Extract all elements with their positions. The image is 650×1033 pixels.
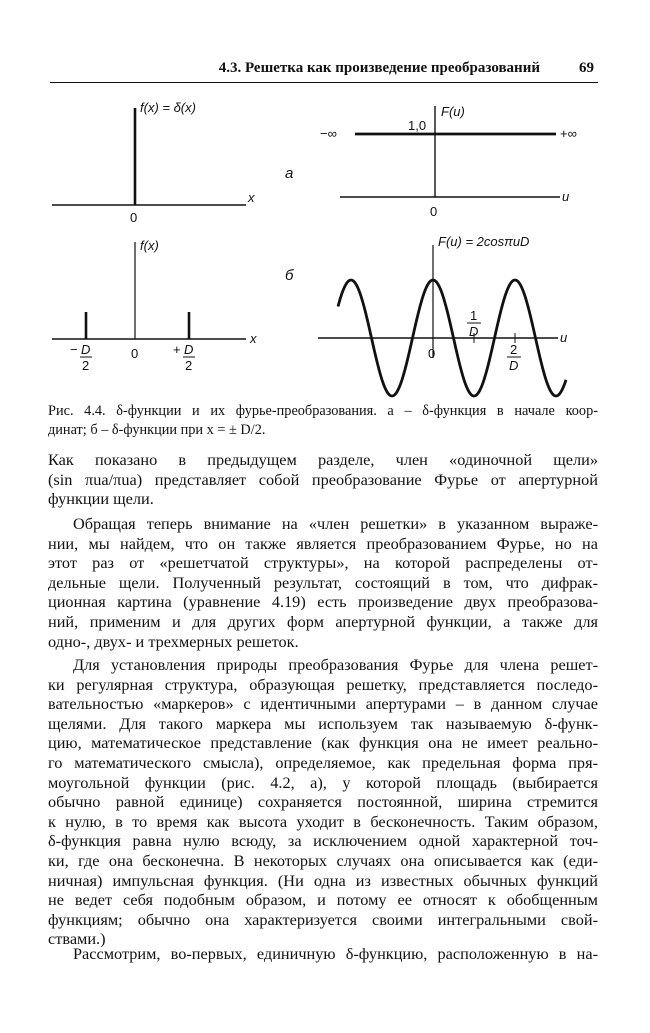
paragraph-line: Как показано в предыдущем разделе, член «одиночной щели» <box>48 450 598 469</box>
paragraph-line: δ-функция равна нулю всюду, за исключением одной характерной точ- <box>48 831 598 851</box>
paragraph-line: ний, применим и для других форм апертурной функции, а также для <box>48 611 598 631</box>
running-header <box>50 60 598 83</box>
paragraph-line: (sin πua/πua) представляет собой преобразование Фурье от апертурной <box>48 469 598 489</box>
a-left-origin: 0 <box>130 210 138 225</box>
a-right-minus-inf: −∞ <box>320 126 337 141</box>
a-right-Fu-label: F(u) <box>441 104 465 119</box>
b-right-t1-den: D <box>469 324 479 339</box>
page-number: 69 <box>579 60 594 76</box>
paragraph-line: щелями. Для такого маркера мы используем так называемую δ-функ- <box>48 713 598 733</box>
panel-b-left <box>52 238 257 373</box>
b-right-u-label: u <box>560 330 568 345</box>
paragraph-line: одно-, двух- и трехмерных решеток. <box>48 631 299 651</box>
b-left-plus-sign: + <box>173 342 181 357</box>
paragraph-line: го математического смысла), определяемое, как предельная форма пря- <box>48 752 598 772</box>
paragraph-line: Для установления природы преобразования Фурье для члена решет- <box>73 655 598 674</box>
paragraph-line: ционная картина (уравнение 4.19) есть произведение двух преобразова- <box>48 592 598 612</box>
paragraph-line: функциям; обычно она характеризуется своими интегральными свой- <box>48 909 598 929</box>
b-right-t2-num: 2 <box>510 342 518 357</box>
paragraph-line: нии, мы найдем, что он также является преобразованием Фурье, но на <box>48 533 598 553</box>
b-left-minus-sign: − <box>70 342 78 357</box>
paragraph-4 <box>48 944 598 964</box>
a-left-x-label: x <box>248 190 255 205</box>
panel-a-label: а <box>285 165 294 182</box>
panel-b-label: б <box>285 267 294 284</box>
paragraph-2 <box>48 514 598 651</box>
b-left-fx-label: f(x) <box>140 238 159 253</box>
panel-a-left <box>52 100 255 225</box>
paragraph-line: обычно равной единице) сохраняется постоянной, ширина стремится <box>48 792 598 812</box>
figure-caption <box>48 402 598 440</box>
a-right-origin: 0 <box>430 204 438 219</box>
panel-a-right <box>320 104 577 219</box>
b-left-plus-den: 2 <box>185 358 193 373</box>
b-left-origin: 0 <box>131 346 139 361</box>
paragraph-line: ствами.) <box>48 929 106 949</box>
paragraph-line: вательностью «маркеров» с идентичными апертурами – в данном случае <box>48 694 598 714</box>
b-right-Fu-label: F(u) = 2cosπuD <box>438 234 530 249</box>
paragraph-line: ки регулярная структура, образующая решетку, представляется последо- <box>48 674 598 694</box>
a-right-u-label: u <box>562 189 570 204</box>
paragraph-line: ки, где она бесконечна. В некоторых случаях она описывается как (еди- <box>48 850 598 870</box>
figure-4-4 <box>0 90 650 402</box>
b-right-t1-num: 1 <box>470 308 478 323</box>
section-title: 4.3. Решетка как произведение преобразований <box>218 60 540 76</box>
paragraph-line: не ведет себя подобным образом, и потому ее относят к обобщенным <box>48 890 598 910</box>
b-right-origin: 0 <box>428 346 436 361</box>
a-right-plus-inf: +∞ <box>560 126 577 141</box>
b-left-minus-num: D <box>81 342 91 357</box>
b-left-x-label: x <box>250 331 257 346</box>
a-right-level-label: 1,0 <box>408 118 427 133</box>
caption-line-2: динат; б – δ-функции при x = ± D/2. <box>48 422 266 438</box>
caption-line-1: Рис. 4.4. δ-функции и их фурье-преобразования. а – δ-функция в начале коор- <box>48 403 598 419</box>
b-right-t2-den: D <box>509 358 519 373</box>
paragraph-line: Рассмотрим, во-первых, единичную δ-функцию, расположенную в на- <box>73 944 598 963</box>
paragraph-line: моугольной функции (рис. 4.2, а), у которой площадь (выбирается <box>48 772 598 792</box>
a-left-fx-label: f(x) = δ(x) <box>140 100 196 115</box>
b-left-minus-den: 2 <box>82 358 90 373</box>
paragraph-line: цию, математическое представление (как функция она не имеет реально- <box>48 733 598 753</box>
paragraph-line: этот раз от «решетчатой структуры», на которой распределены от- <box>48 553 598 573</box>
paragraph-line: функции щели. <box>48 489 154 509</box>
b-left-plus-num: D <box>184 342 194 357</box>
panel-b-right <box>318 234 567 396</box>
paragraph-line: Обращая теперь внимание на «член решетки» в указанном выраже- <box>73 514 598 533</box>
paragraph-3 <box>48 655 598 949</box>
paragraph-line: дельные щели. Полученный результат, состоящий в том, что дифрак- <box>48 572 598 592</box>
paragraph-line: к нулю, в то время как высота уходит в бесконечность. Таким образом, <box>48 811 598 831</box>
paragraph-1 <box>48 450 598 509</box>
paragraph-line: ничная) импульсная функция. (Ни одна из известных обычных функций <box>48 870 598 890</box>
